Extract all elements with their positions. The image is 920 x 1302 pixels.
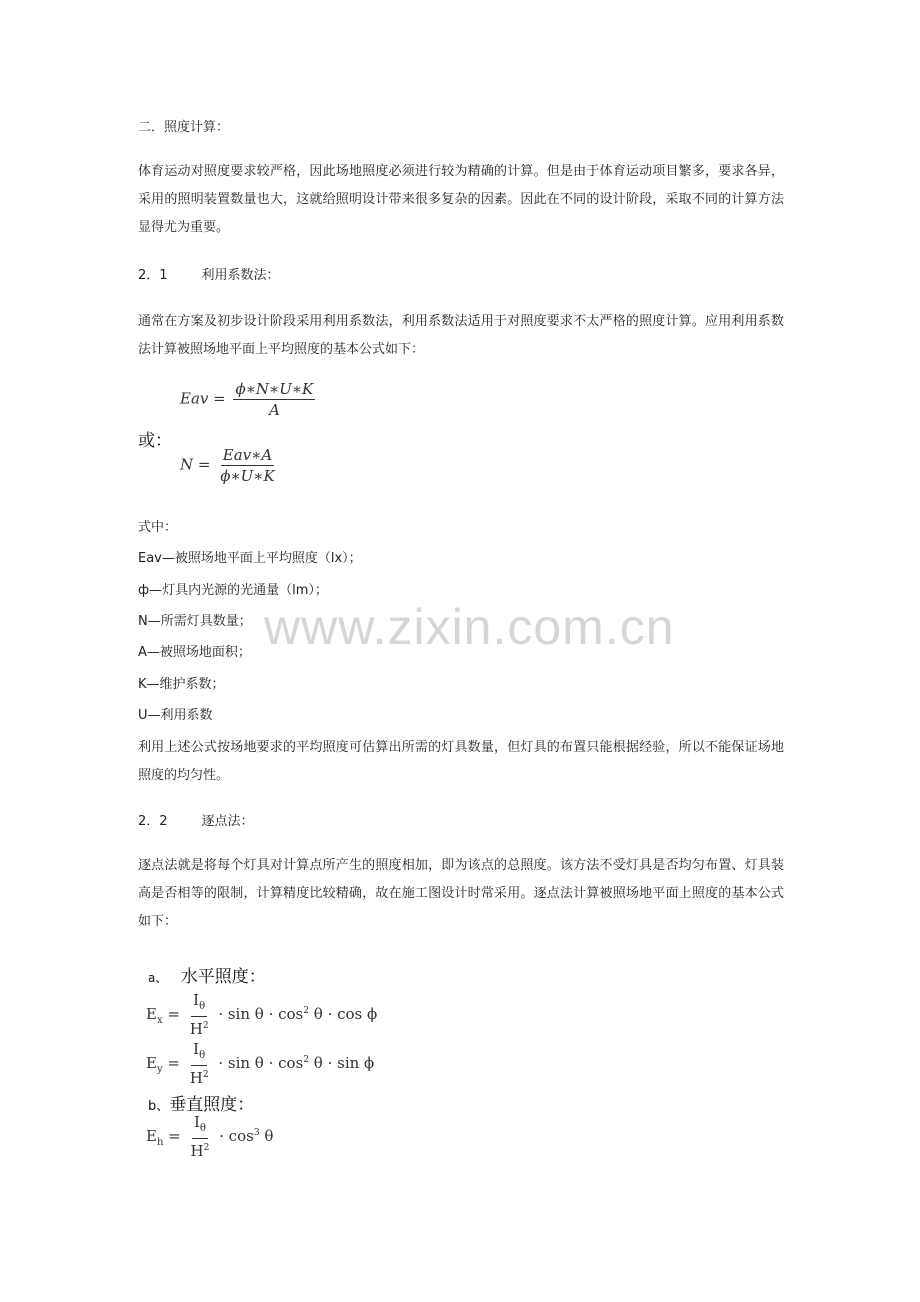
label-a — [148, 962, 266, 987]
formula-fraction — [233, 380, 315, 419]
formula-numerator: Eav∗A — [222, 446, 273, 464]
section-2-1-paragraph: 通常在方案及初步设计阶段采用利用系数法，利用系数法适用于对照度要求不太严格的照度计算。应用利用系数法计算被照场地平面上平均照度的基本公式如下： — [138, 314, 784, 357]
formula-denominator: ϕ∗U∗K — [220, 467, 275, 485]
or-label: 或： — [138, 431, 172, 451]
formula-eav — [180, 380, 318, 419]
label-b-text: 垂直照度： — [169, 1095, 255, 1115]
formula-rhs: · $\sin \theta \cdot \cos^2 \theta \cdot \cos \phi$ — [218, 1005, 378, 1023]
section-title: 利用系数法： — [201, 268, 280, 283]
section-number: 2．1 — [138, 268, 168, 283]
formula-lhs: $E_y$ = — [146, 1054, 180, 1075]
formula-lhs: $E_h$ = — [146, 1127, 181, 1148]
section-number: 2．2 — [138, 814, 168, 829]
formula-numerator: ϕ∗N∗U∗K — [235, 380, 314, 398]
watermark: www.zixin.com.cn — [264, 599, 675, 655]
definition-item: U—利用系数 — [138, 708, 213, 723]
section-2-1-heading — [138, 262, 280, 290]
definition-item: K—维护系数； — [138, 677, 225, 692]
formula-denominator: $H^2$ — [189, 1069, 209, 1087]
formula-numerator: $I_\theta$ — [191, 1041, 207, 1066]
label-a-prefix: a、 — [148, 971, 168, 985]
formula-fraction — [218, 446, 276, 485]
section-2-2-paragraph: 逐点法就是将每个灯具对计算点所产生的照度相加，即为该点的总照度。该方法不受灯具是否均匀布置、灯具装高是否相等的限制，计算精度比较精确，故在施工图设计时常采用。逐点法计算被照场地平面上照度的基本公式如下： — [138, 858, 784, 929]
section-2-1-note: 利用上述公式按场地要求的平均照度可估算出所需的灯具数量，但灯具的布置只能根据经验，所以不能保证场地照度的均匀性。 — [138, 740, 784, 783]
formula-eh — [146, 1114, 273, 1160]
formula-fraction — [188, 992, 211, 1038]
formula-numerator: $I_\theta$ — [192, 1114, 208, 1139]
formula-ey — [146, 1041, 374, 1087]
definition-item: ф—灯具内光源的光通量（lm）； — [138, 583, 328, 598]
label-b — [148, 1090, 254, 1115]
section-title: 逐点法： — [201, 814, 254, 829]
formula-lhs: Eav = — [180, 389, 226, 408]
formula-lhs: $E_x$ = — [146, 1005, 180, 1026]
intro-paragraph: 体育运动对照度要求较严格，因此场地照度必须进行较为精确的计算。但是由于体育运动项目繁多，要求各异，采用的照明装置数量也大，这就给照明设计带来很多复杂的因素。因此在不同的设计阶段，采取不同的计算方法显得尤为重要。 — [138, 164, 784, 235]
formula-fraction — [189, 1114, 212, 1160]
definition-item: Eav—被照场地平面上平均照度（lx）； — [138, 551, 362, 566]
definition-item: A—被照场地面积； — [138, 645, 251, 660]
formula-fraction — [188, 1041, 211, 1087]
formula-lhs: N = — [180, 455, 211, 474]
formula-n — [180, 446, 280, 485]
formula-ex — [146, 992, 377, 1038]
formula-numerator: $I_\theta$ — [191, 992, 207, 1017]
formula-denominator: $H^2$ — [189, 1020, 209, 1038]
definition-item: N—所需灯具数量； — [138, 614, 252, 629]
where-label: 式中： — [138, 520, 178, 535]
formula-rhs: · $\sin \theta \cdot \cos^2 \theta \cdot \sin \phi$ — [218, 1054, 375, 1072]
section-2-heading: 二．照度计算： — [138, 120, 230, 135]
label-a-text: 水平照度： — [180, 967, 266, 987]
formula-rhs: · $\cos^3 \theta$ — [219, 1127, 274, 1145]
label-b-prefix: b、 — [148, 1099, 170, 1114]
formula-denominator: $H^2$ — [190, 1142, 210, 1160]
formula-denominator: A — [268, 401, 280, 419]
section-2-2-heading — [138, 808, 254, 836]
